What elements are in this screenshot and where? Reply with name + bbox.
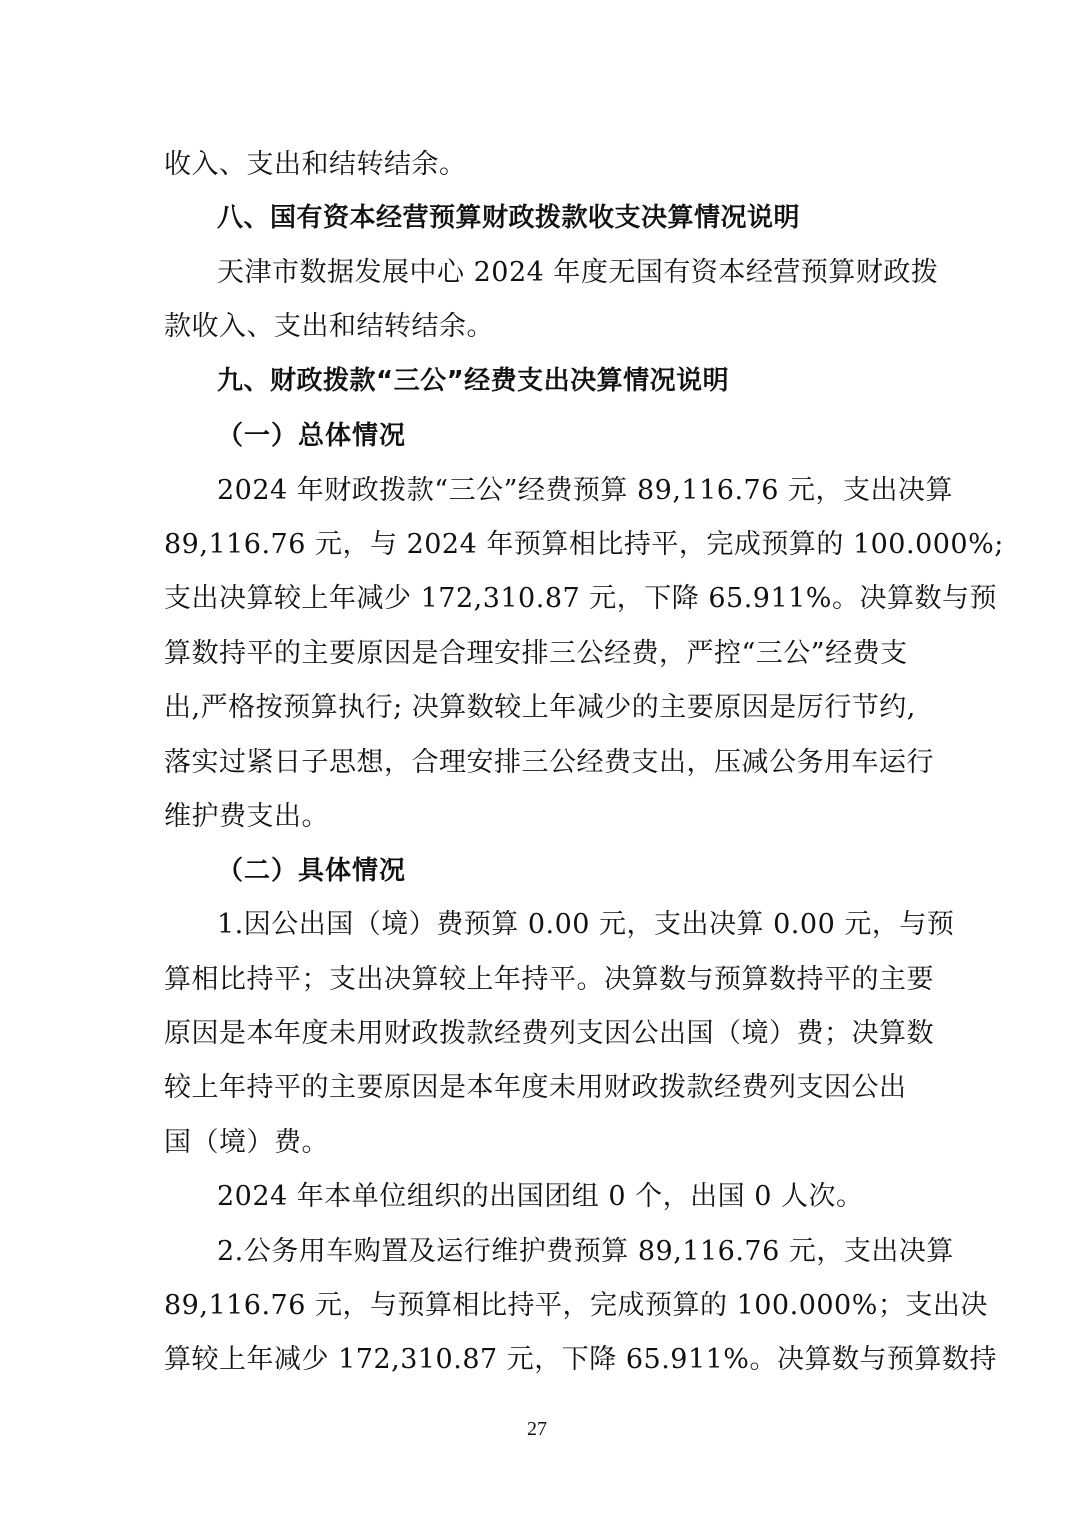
paragraph-line: 算相比持平；支出决算较上年持平。决算数与预算数持平的主要 [164, 964, 934, 995]
paragraph-line: 2.公务用车购置及运行维护费预算 89,116.76 元，支出决算 [217, 1236, 954, 1267]
subsection-heading-details: （二）具体情况 [217, 856, 407, 886]
paragraph-line: 维护费支出。 [164, 801, 329, 832]
paragraph-line: 2024 年本单位组织的出国团组 0 个，出国 0 人次。 [217, 1181, 864, 1212]
paragraph-line: 算较上年减少 172,310.87 元，下降 65.911%。决算数与预算数持 [164, 1344, 997, 1375]
paragraph-line: 2024 年财政拨款“三公”经费预算 89,116.76 元，支出决算 [217, 475, 953, 506]
paragraph-line: 天津市数据发展中心 2024 年度无国有资本经营预算财政拨 [217, 257, 939, 288]
paragraph-line: 1.因公出国（境）费预算 0.00 元，支出决算 0.00 元，与预 [217, 909, 955, 940]
subsection-heading-overall: （一）总体情况 [217, 421, 407, 451]
paragraph-line: 落实过紧日子思想，合理安排三公经费支出，压减公务用车运行 [164, 747, 934, 778]
paragraph-line: 89,116.76 元，与 2024 年预算相比持平，完成预算的 100.000%; [164, 529, 1004, 560]
paragraph-line: 款收入、支出和结转结余。 [164, 311, 494, 342]
section-heading-9: 九、财政拨款“三公”经费支出决算情况说明 [217, 366, 730, 396]
page-number: 27 [527, 1418, 547, 1440]
paragraph-line: 89,116.76 元，与预算相比持平，完成预算的 100.000%；支出决 [164, 1290, 988, 1321]
paragraph-line: 收入、支出和结转结余。 [164, 149, 467, 180]
paragraph-line: 出,严格按预算执行; 决算数较上年减少的主要原因是厉行节约, [164, 692, 916, 723]
paragraph-line: 原因是本年度未用财政拨款经费列支因公出国（境）费；决算数 [164, 1018, 934, 1049]
paragraph-line: 算数持平的主要原因是合理安排三公经费，严控“三公”经费支 [164, 638, 908, 669]
paragraph-line: 支出决算较上年减少 172,310.87 元，下降 65.911%。决算数与预 [164, 583, 997, 614]
section-heading-8: 八、国有资本经营预算财政拨款收支决算情况说明 [217, 203, 801, 233]
paragraph-line: 较上年持平的主要原因是本年度未用财政拨款经费列支因公出 [164, 1072, 907, 1103]
paragraph-line: 国（境）费。 [164, 1127, 329, 1158]
